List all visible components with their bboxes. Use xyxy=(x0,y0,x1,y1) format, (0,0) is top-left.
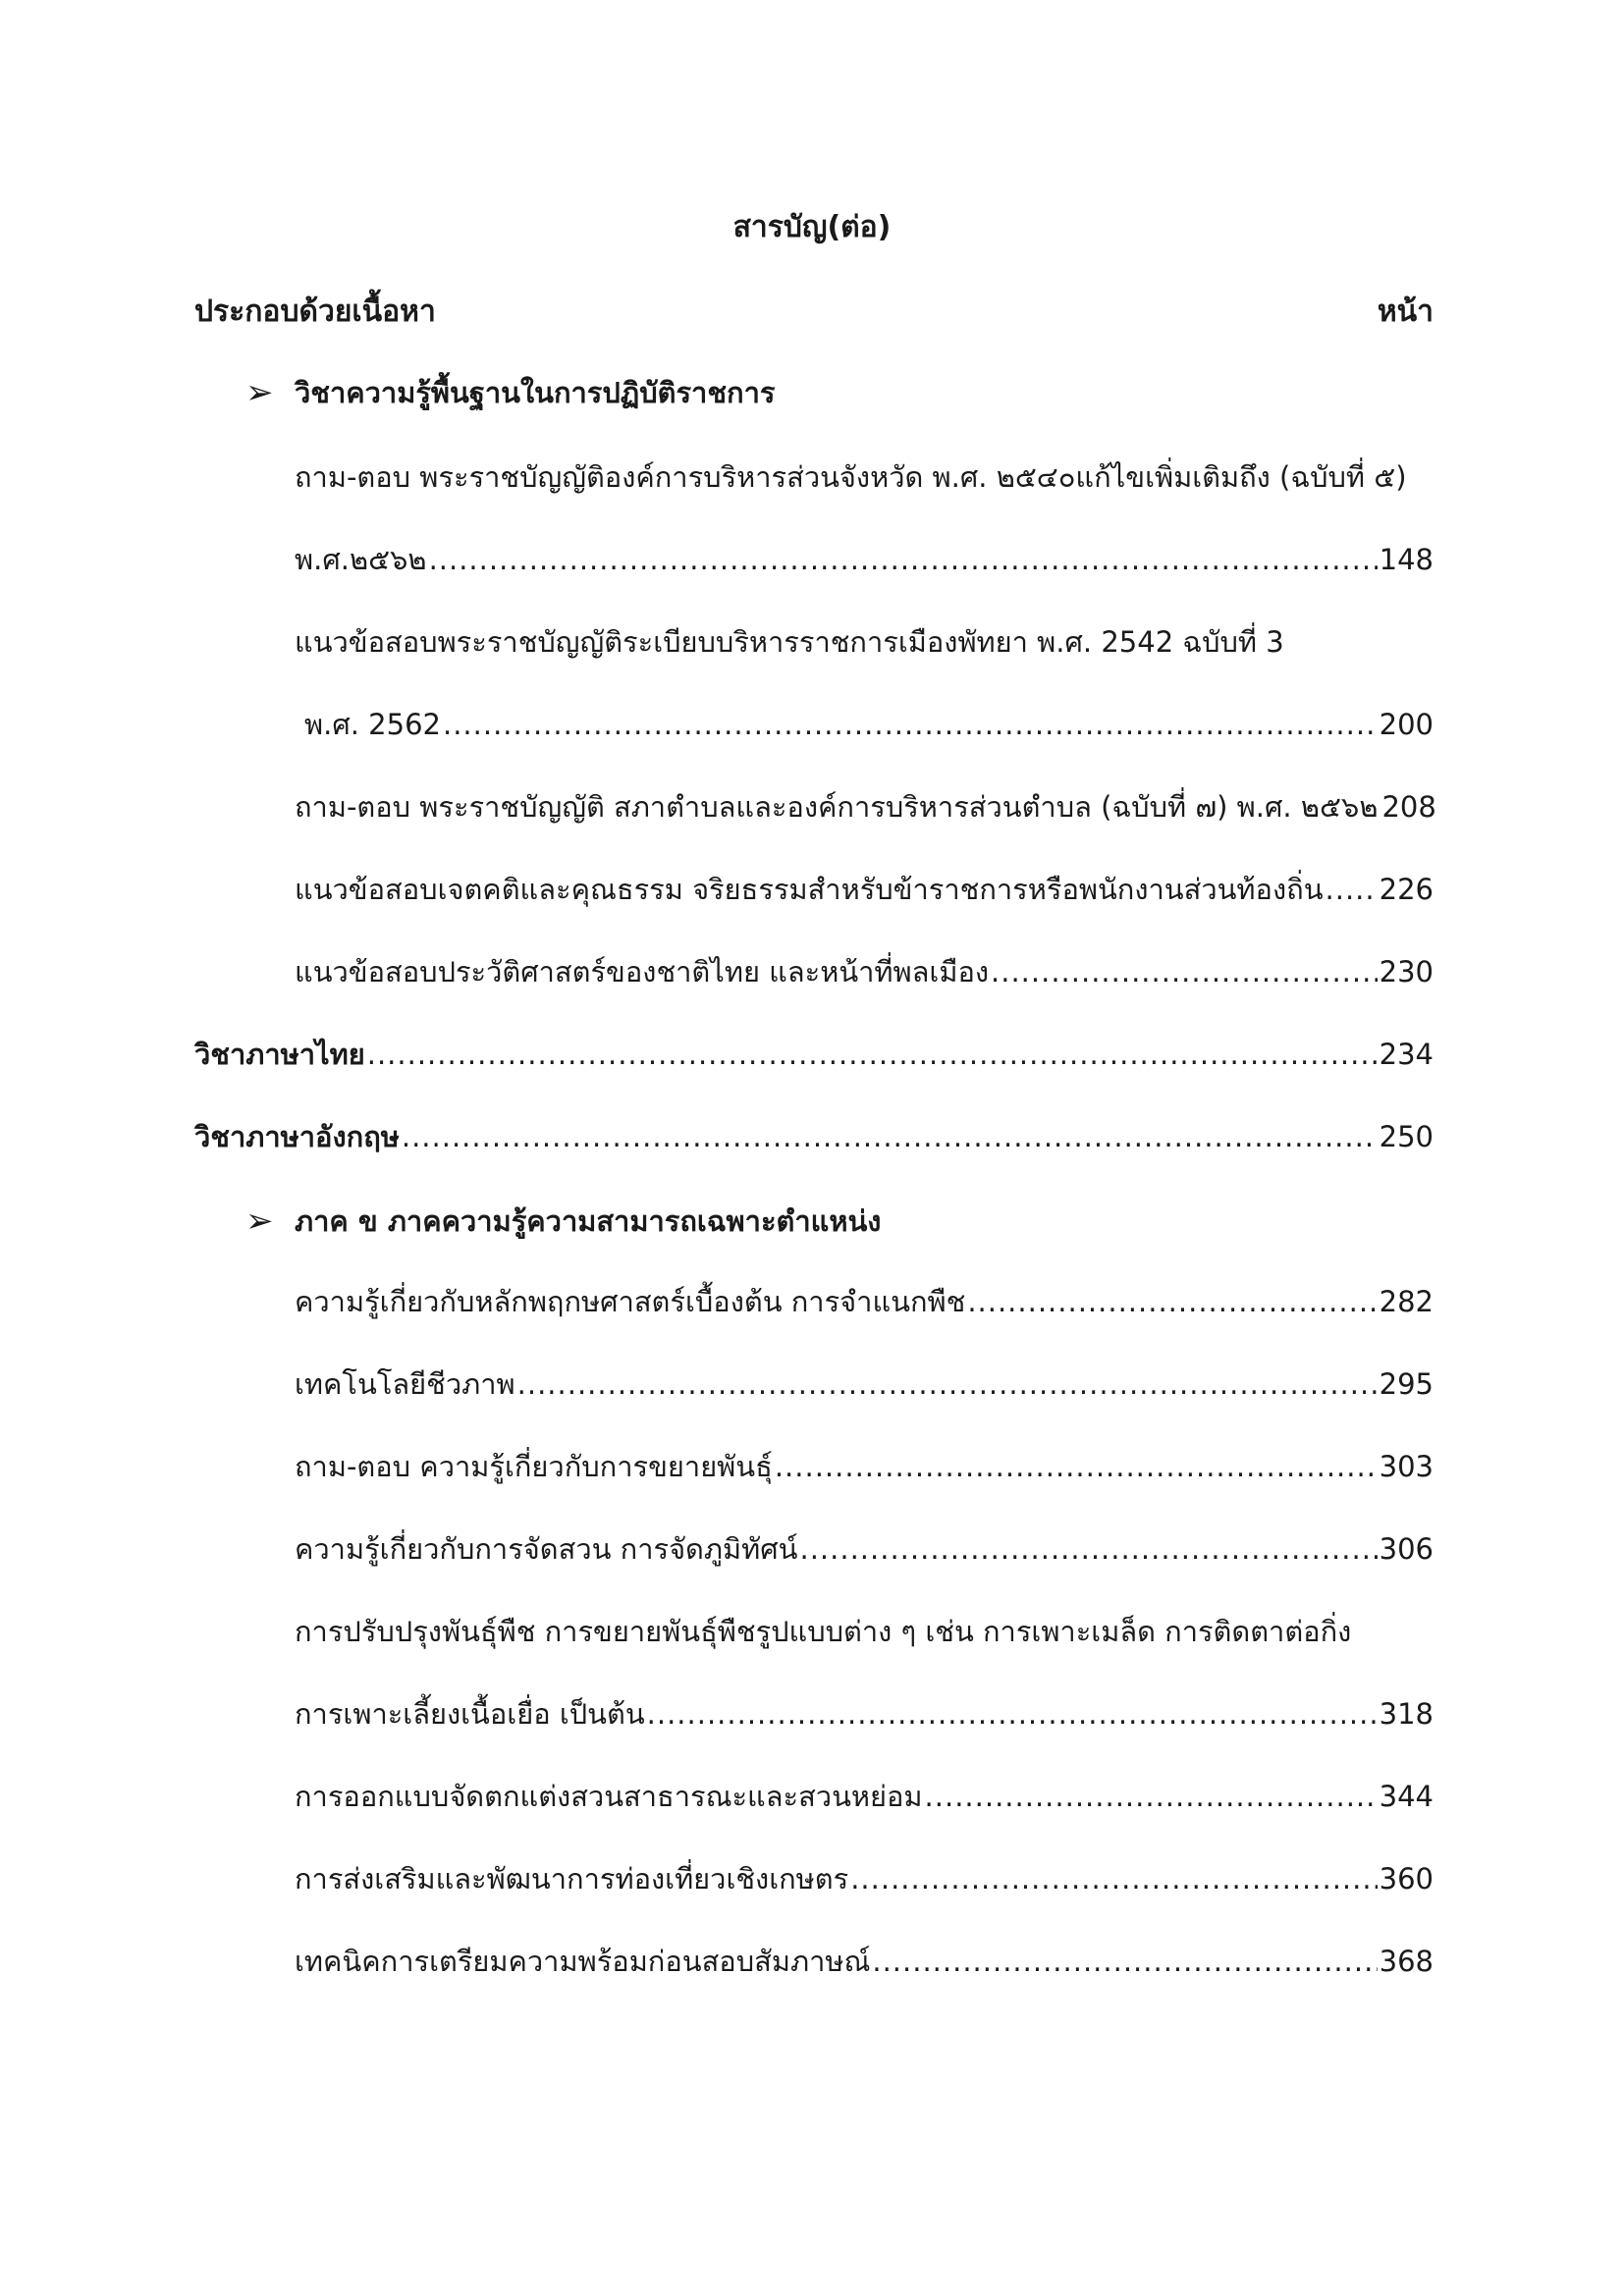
page-column-header: หน้า xyxy=(1377,294,1434,329)
arrow-bullet-icon: ➢ xyxy=(245,373,274,412)
toc-entry[interactable] xyxy=(0,866,1624,913)
toc-entry-text: แนวข้อสอบประวัติศาสตร์ของชาติไทย และหน้าที่พลเมือง xyxy=(295,955,990,988)
toc-entry-line2: การเพาะเลี้ยงเนื้อเยื่อ เป็นต้น xyxy=(295,1697,645,1731)
toc-entry[interactable] xyxy=(0,1443,1624,1490)
toc-entry-line1: ถาม-ตอบ พระราชบัญญัติองค์การบริหารส่วนจังหวัด พ.ศ. ๒๕๔๐แก้ไขเพิ่มเติมถึง (ฉบับที่ ๕) xyxy=(295,460,1407,494)
toc-entry-line2: พ.ศ.๒๕๖๒ xyxy=(295,543,427,576)
toc-entry-continuation[interactable] xyxy=(0,701,1624,748)
leader-dots xyxy=(647,1690,1378,1737)
arrow-bullet-icon: ➢ xyxy=(245,1201,274,1241)
toc-entry-text: ความรู้เกี่ยวกับหลักพฤกษศาสตร์เบื้องต้น การจำแนกพืช xyxy=(295,1285,966,1318)
toc-entry-line2: พ.ศ. 2562 xyxy=(304,708,441,741)
section-heading: วิชาความรู้พื้นฐานในการปฏิบัติราชการ xyxy=(295,376,776,409)
toc-entry-text: แนวข้อสอบเจตคติและคุณธรรม จริยธรรมสำหรับข้าราชการหรือพนักงานส่วนท้องถิ่น xyxy=(295,873,1324,906)
page-number: 250 xyxy=(1379,1120,1434,1153)
toc-entry-text: ความรู้เกี่ยวกับการจัดสวน การจัดภูมิทัศน์ xyxy=(295,1532,798,1566)
leader-dots xyxy=(872,1938,1377,1985)
toc-entry-text: วิชาภาษาไทย xyxy=(194,1038,365,1071)
page-number: 200 xyxy=(1379,708,1434,741)
leader-dots xyxy=(443,701,1378,748)
page-number: 208 xyxy=(1381,790,1436,824)
page-title: สารบัญ(ต่อ) xyxy=(732,210,892,244)
toc-entry[interactable] xyxy=(0,1938,1624,1985)
toc-entry[interactable] xyxy=(0,948,1624,995)
toc-entry[interactable] xyxy=(0,1608,1624,1655)
section-heading: ภาค ข ภาคความรู้ความสามารถเฉพาะตำแหน่ง xyxy=(295,1204,882,1238)
leader-dots xyxy=(775,1443,1378,1490)
toc-entry[interactable] xyxy=(0,454,1624,501)
leader-dots xyxy=(925,1773,1378,1820)
leader-dots xyxy=(991,948,1378,995)
toc-entry[interactable] xyxy=(0,1361,1624,1408)
section-heading-row xyxy=(0,369,1624,416)
toc-entry[interactable] xyxy=(0,1855,1624,1902)
page-number: 282 xyxy=(1379,1285,1434,1318)
toc-entry[interactable] xyxy=(0,618,1624,666)
leader-dots xyxy=(799,1525,1377,1573)
toc-entry-english[interactable] xyxy=(0,1113,1624,1160)
toc-entry-text: ถาม-ตอบ พระราชบัญญัติ สภาตำบลและองค์การบริหารส่วนตำบล (ฉบับที่ ๗) พ.ศ. ๒๕๖๒ xyxy=(295,790,1379,824)
toc-entry-line1: แนวข้อสอบพระราชบัญญัติระเบียบบริหารราชการเมืองพัทยา พ.ศ. 2542 ฉบับที่ 3 xyxy=(295,625,1284,659)
leader-dots xyxy=(517,1361,1378,1408)
toc-entry-continuation[interactable] xyxy=(0,1690,1624,1737)
page-number: 360 xyxy=(1379,1862,1434,1896)
toc-entry[interactable] xyxy=(0,1773,1624,1820)
toc-entry-line1: การปรับปรุงพันธุ์พืช การขยายพันธุ์พืชรูปแบบต่าง ๆ เช่น การเพาะเมล็ด การติดตาต่อกิ่ง xyxy=(295,1615,1352,1648)
toc-entry-text: วิชาภาษาอังกฤษ xyxy=(194,1120,400,1153)
section-heading-row xyxy=(0,1198,1624,1245)
toc-entry-text: เทคโนโลยีชีวภาพ xyxy=(295,1367,515,1401)
page-number: 295 xyxy=(1379,1367,1434,1401)
page-number: 230 xyxy=(1379,955,1434,988)
page-number: 226 xyxy=(1379,873,1434,906)
leader-dots xyxy=(967,1278,1377,1325)
toc-entry[interactable] xyxy=(0,1278,1624,1325)
toc-header xyxy=(194,289,1434,335)
toc-entry-text: เทคนิคการเตรียมความพร้อมก่อนสอบสัมภาษณ์ xyxy=(295,1945,871,1978)
toc-entry-text: การส่งเสริมและพัฒนาการท่องเที่ยวเชิงเกษตร xyxy=(295,1862,849,1896)
leader-dots xyxy=(402,1113,1378,1160)
toc-entry-continuation[interactable] xyxy=(0,536,1624,583)
page-number: 368 xyxy=(1379,1945,1434,1978)
page-number: 148 xyxy=(1379,543,1434,576)
page-number: 303 xyxy=(1379,1450,1434,1483)
toc-entry[interactable] xyxy=(0,783,1624,830)
toc-entry-text: การออกแบบจัดตกแต่งสวนสาธารณะและสวนหย่อม xyxy=(295,1780,923,1813)
toc-entry[interactable] xyxy=(0,1525,1624,1573)
leader-dots xyxy=(367,1031,1378,1078)
page-number: 318 xyxy=(1379,1697,1434,1731)
page-number: 344 xyxy=(1379,1780,1434,1813)
leader-dots xyxy=(1326,866,1378,913)
page-number: 306 xyxy=(1379,1532,1434,1566)
toc-entry-text: ถาม-ตอบ ความรู้เกี่ยวกับการขยายพันธุ์ xyxy=(295,1450,773,1483)
page-number: 234 xyxy=(1379,1038,1434,1071)
leader-dots xyxy=(850,1855,1377,1902)
contents-header: ประกอบด้วยเนื้อหา xyxy=(194,294,436,329)
leader-dots xyxy=(429,536,1378,583)
toc-entry-thai[interactable] xyxy=(0,1031,1624,1078)
